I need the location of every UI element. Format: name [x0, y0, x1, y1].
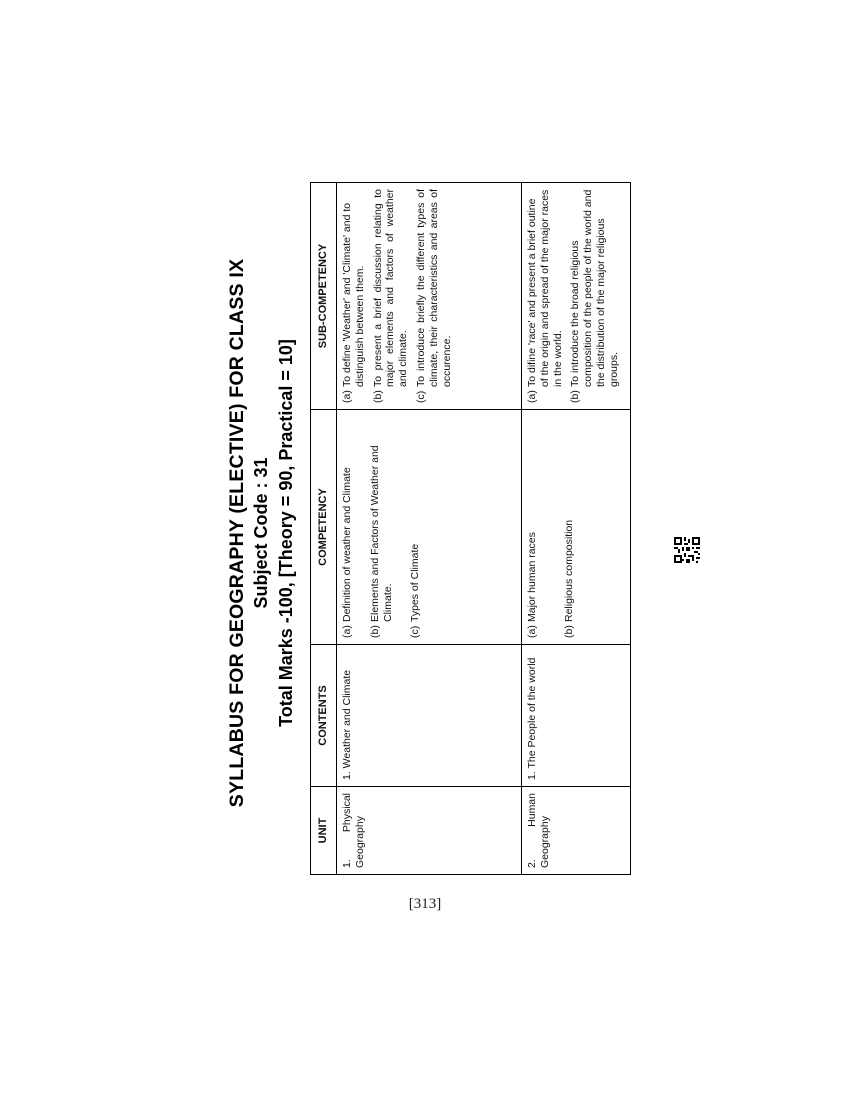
syllabus-table [310, 182, 631, 875]
competency-cell [522, 410, 631, 645]
header-unit: UNIT [311, 787, 337, 875]
list-item: (b) Elements and Factors of Weather and Climate. [368, 445, 394, 638]
unit-cell: 2. Human Geography [522, 787, 631, 875]
list-item: (a) To difine 'race' and present a brief outine of the origin and spread of the major races in the world. [526, 189, 564, 403]
rotated-syllabus-page [222, 183, 622, 883]
list-item: (a) To define 'Weather' and 'Climate' and to distinguish between them. [341, 202, 366, 403]
list-item: (c) To introduce briefly the different types of climate, their characteristics and areas of occurence. [414, 189, 453, 403]
table-row [337, 183, 522, 875]
unit-cell: 1. Physical Geography [337, 787, 522, 875]
list-item: (c) Types of Climate [409, 543, 422, 638]
sub-competency-cell [522, 183, 631, 410]
list-item: (b) To present a brief discussion relating to major elements and factors of weather and climate. [371, 189, 410, 403]
list-item: (b) To introduce the broad religious composition of the people of the world and the distribution of the major religious groups. [569, 189, 620, 403]
competency-cell [337, 410, 522, 645]
sub-competency-cell [337, 183, 522, 410]
header-contents: CONTENTS [311, 645, 337, 787]
subject-code: Subject Code : 31 [251, 457, 271, 609]
total-marks: Total Marks -100, [Theory = 90, Practical = 10] [276, 339, 296, 727]
list-item: (b) Religious composition [562, 519, 575, 638]
page-number: [313] [408, 896, 442, 912]
document-title: SYLLABUS FOR GEOGRAPHY (ELECTIVE) FOR CLASS IX [226, 258, 248, 808]
list-item: (a) Major human races [526, 532, 538, 638]
header-sub-competency: SUB-COMPETENCY [311, 183, 337, 410]
list-item: (a) Definition of weather and Climate [341, 467, 353, 638]
header-competency: COMPETENCY [311, 410, 337, 645]
contents-cell: 1. The People of the world [522, 645, 631, 787]
table-row [522, 183, 631, 875]
contents-cell: 1. Weather and Climate [337, 645, 522, 787]
qr-code-icon [674, 537, 700, 563]
table-header-row [311, 183, 337, 875]
